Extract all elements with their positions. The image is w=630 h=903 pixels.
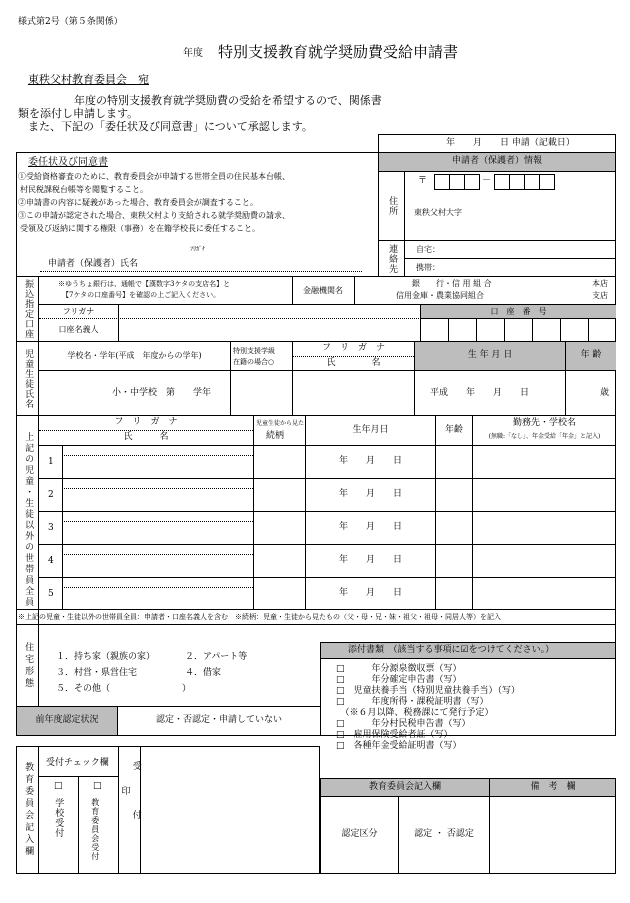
household-name-header: 氏 名 xyxy=(123,432,169,443)
address-value[interactable]: 東秩父村大字 xyxy=(414,208,462,217)
institution-type-2[interactable]: 信用金庫・農業協同組合 xyxy=(396,291,484,300)
attachment-item[interactable]: □ 年分源泉徴収票（写） xyxy=(336,664,462,674)
applicant-name-field[interactable] xyxy=(40,271,362,272)
home-phone[interactable]: 自宅： xyxy=(416,245,440,254)
bank-furigana-label: フリガナ xyxy=(62,306,95,316)
consent-furigana: ﾌﾘｶﾞﾅ xyxy=(190,246,206,253)
housing-section-label: 住宅形態 xyxy=(23,641,34,690)
receipt-stamp-label: 受付印 xyxy=(119,761,141,859)
consent-item-3a: ③この申請が認定された場合、東秩父村より支給される就学奨励費の請求、 xyxy=(18,211,290,220)
household-age-header: 年齢 xyxy=(444,424,463,435)
institution-type-1[interactable]: 銀 行・信 用 組 合 xyxy=(412,279,492,288)
office-section-label: 教育委員会記入欄 xyxy=(23,762,34,858)
household-section-label: 上記の児童・生徒以外の世帯員全員 xyxy=(23,432,34,608)
addressee: 東秩父村教育委員会 宛 xyxy=(28,73,149,86)
enrolled-label: 在籍の場合○ xyxy=(233,358,275,366)
contact-label: 連絡先 xyxy=(387,243,398,274)
household-birth-value[interactable]: 年 月 日 xyxy=(338,455,402,466)
school-check-box[interactable]: □ xyxy=(54,781,63,791)
branch-sub[interactable]: 支店 xyxy=(592,291,608,300)
special-class-label: 特別支援学級 xyxy=(233,347,275,355)
bank-section-label: 振込指定口座 xyxy=(23,279,34,339)
address-label: 住所 xyxy=(387,196,398,216)
housing-option-1[interactable]: １．持ち家（親族の家） xyxy=(56,652,156,662)
household-birth-value[interactable]: 年 月 日 xyxy=(338,554,402,565)
applicant-name-label: 申請者（保護者）氏名 xyxy=(48,259,139,269)
housing-option-5[interactable]: ５．その他（ ） xyxy=(56,684,192,694)
attachment-item[interactable]: □ 年度所得・課税証明書（写） xyxy=(336,697,489,707)
household-birth-value[interactable]: 年 月 日 xyxy=(338,521,402,532)
board-header: 教育委員会記入欄 xyxy=(368,781,441,792)
postal-code-boxes-2[interactable] xyxy=(494,174,554,194)
intro-line-2: 類を添付し申請します。 xyxy=(18,107,139,120)
fiscal-year-label: 年度 xyxy=(183,48,203,59)
household-row-number: 5 xyxy=(48,589,54,599)
branch-main[interactable]: 本店 xyxy=(592,279,608,288)
remarks-header: 備 考 欄 xyxy=(530,781,576,792)
household-row-number: 1 xyxy=(48,457,54,467)
household-footnote: ※上記の児童・生徒以外の世帯員全員：申請者・口座名義人を含む ※続柄：児童・生徒から見たもの（父・母・兄・妹・祖父・祖母・同居人等）を記入 xyxy=(18,613,501,621)
consent-item-3b: 受領及び返納に関する権限（事務）を在籍学校長に委任すること。 xyxy=(20,224,260,233)
household-birth-header: 生年月日 xyxy=(352,424,389,435)
attachment-item[interactable]: □ 児童扶養手当（特別児童扶養手当）（写） xyxy=(336,686,521,696)
category-result[interactable]: 認定 ・ 否認定 xyxy=(414,829,474,840)
account-holder-label: 口座名義人 xyxy=(58,325,99,334)
school-value[interactable]: 小・中学校 第 学年 xyxy=(112,388,212,398)
household-birth-value[interactable]: 年 月 日 xyxy=(338,587,402,598)
check-header: 受付チェック欄 xyxy=(46,758,109,768)
household-row-number: 4 xyxy=(48,556,54,566)
postal-code-boxes-1[interactable] xyxy=(434,174,479,194)
household-furigana-header: フ リ ガ ナ xyxy=(114,417,178,428)
attachment-item[interactable]: □ 各種年金受給証明書（写） xyxy=(336,741,462,751)
birth-value[interactable]: 平成 年 月 日 xyxy=(430,388,530,398)
form-number: 様式第2号（第５条関係） xyxy=(18,17,123,27)
school-receipt-label: 学校受付 xyxy=(53,798,64,838)
age-header: 年 齢 xyxy=(580,350,602,361)
postal-mark: 〒 xyxy=(418,176,428,186)
yucho-note-2: 【7ケタの口座番号】を確認の上ご記入ください。 xyxy=(62,291,221,299)
housing-option-3[interactable]: ３．村営・県営住宅 xyxy=(56,668,138,678)
student-section-label: 児童生徒氏名 xyxy=(23,348,34,409)
board-check-box[interactable]: □ xyxy=(93,781,102,791)
prev-status-label: 前年度認定状況 xyxy=(35,715,99,726)
workplace-note: (無職:「なし」、年金受給「年金」と記入) xyxy=(488,432,601,440)
relationship-small-label: 児童生徒から見た xyxy=(256,420,305,427)
student-name-label: 氏 名 xyxy=(326,357,381,368)
account-number-label: 口 座 番 号 xyxy=(490,306,547,316)
applicant-info-header: 申請者（保護者）情報 xyxy=(451,156,542,167)
board-receipt-label: 教育委員会受付 xyxy=(90,798,100,861)
household-row-number: 3 xyxy=(48,523,54,533)
relationship-header: 続柄 xyxy=(266,431,285,441)
category-label: 認定区分 xyxy=(341,829,378,840)
intro-line-3: また、下記の「委任状及び同意書」について承認します。 xyxy=(28,120,313,133)
consent-item-2: ②申請書の内容に疑義があった場合、教育委員会が調査すること。 xyxy=(18,198,258,207)
attachment-item[interactable]: □ 年分村民税申告書（写） xyxy=(336,719,471,729)
housing-option-4[interactable]: ４．借家 xyxy=(185,668,222,678)
workplace-header: 勤務先・学校名 xyxy=(512,417,576,428)
yucho-note-1: ※ゆうちょ銀行は、通帳で【漢数字3ケタの支店名】と xyxy=(58,280,231,288)
institution-label: 金融機関名 xyxy=(303,285,343,295)
attachment-item[interactable]: □ 年分確定申告書（写） xyxy=(336,675,462,685)
attachment-item[interactable]: （※６月以降、税務課にて発行予定） xyxy=(336,708,494,718)
school-header: 学校名・学年(平成 年度からの学年) xyxy=(67,351,202,360)
household-row-number: 2 xyxy=(48,490,54,500)
household-birth-value[interactable]: 年 月 日 xyxy=(338,488,402,499)
application-date[interactable]: 年 月 日 申請（記載日） xyxy=(446,138,575,148)
student-furigana-label: フ リ ガ ナ xyxy=(321,343,385,354)
consent-item-1b: 村民税課税台帳等を閲覧すること。 xyxy=(20,185,148,194)
account-number-boxes[interactable] xyxy=(421,319,615,340)
page-title: 特別支援教育就学奨励費受給申請書 xyxy=(218,43,459,61)
mobile-phone[interactable]: 携帯： xyxy=(416,263,440,272)
consent-item-1a: ①受給資格審査のために、教育委員会が申請する世帯全員の住民基本台帳、 xyxy=(18,172,290,181)
intro-line-1: 年度の特別支援教育就学奨励費の受給を希望するので、関係書 xyxy=(74,94,382,107)
prev-status-options[interactable]: 認定・否認定・申請していない xyxy=(155,715,282,726)
age-unit[interactable]: 歳 xyxy=(600,388,610,398)
consent-title: 委任状及び同意書 xyxy=(28,157,108,168)
attachment-item[interactable]: □ 雇用保険受給者証（写） xyxy=(336,730,453,740)
attachments-header: 添付書類 （該当する事項に☑をつけてください。） xyxy=(348,645,555,655)
housing-option-2[interactable]: ２．アパート等 xyxy=(185,652,248,662)
birth-header: 生 年 月 日 xyxy=(467,350,513,361)
